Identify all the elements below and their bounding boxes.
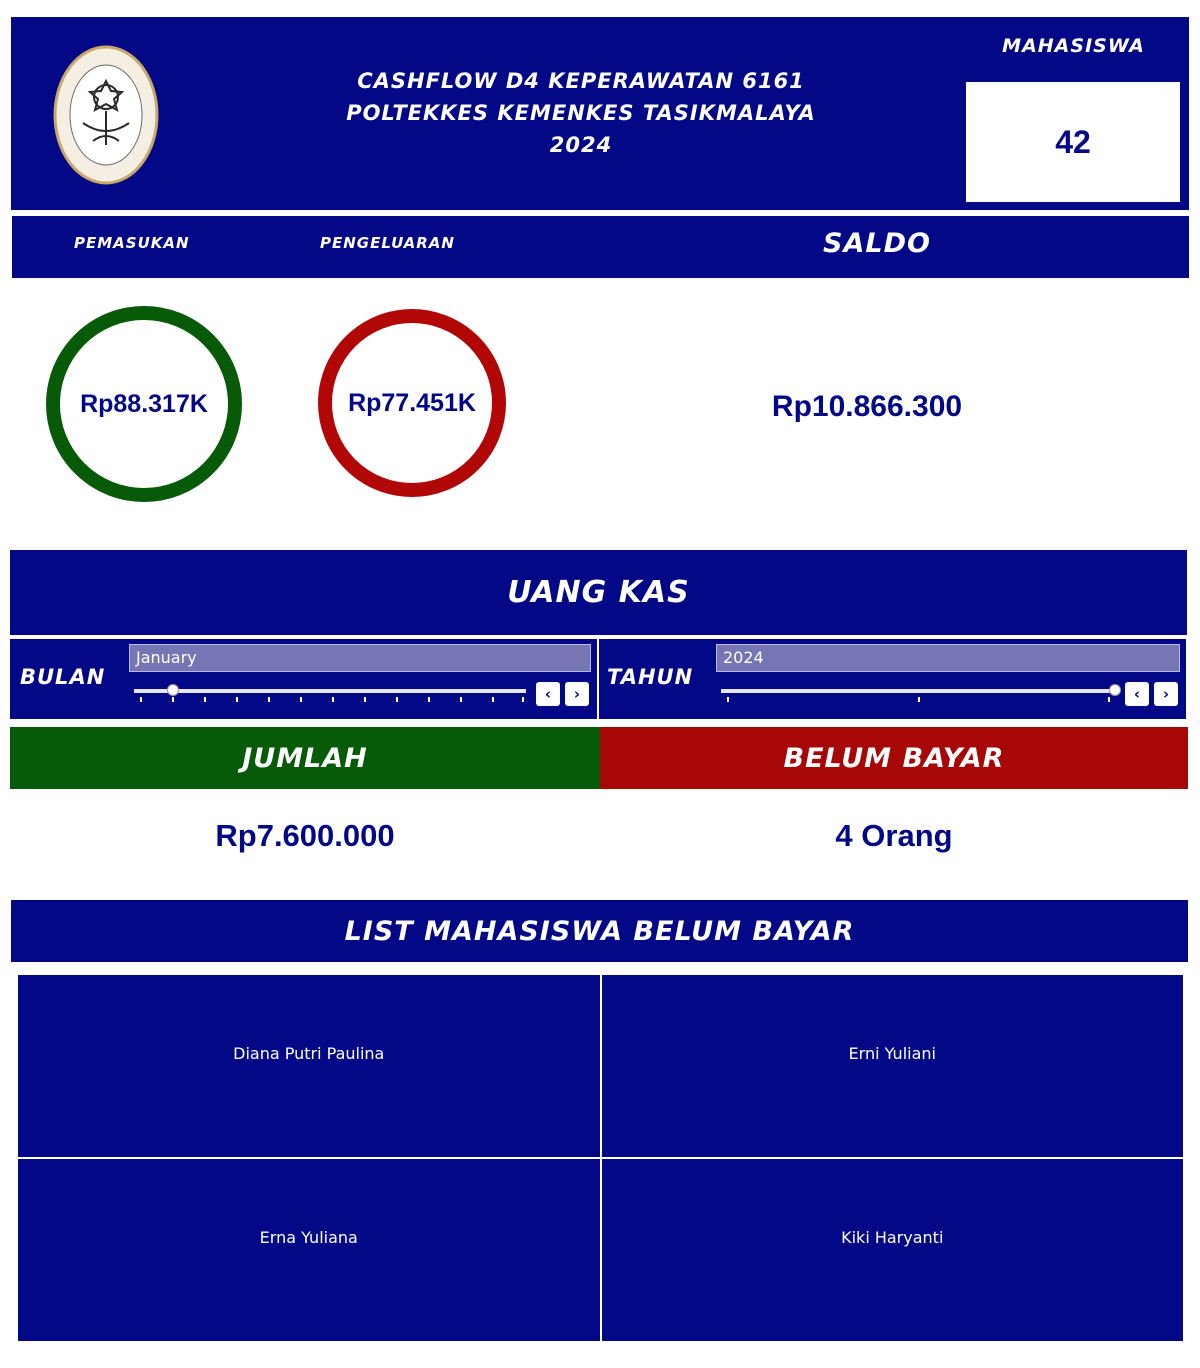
tahun-slider-track[interactable] bbox=[721, 689, 1115, 693]
list-title: LIST MAHASISWA BELUM BAYAR bbox=[344, 915, 855, 947]
tahun-tick bbox=[1108, 697, 1110, 702]
bulan-tick bbox=[332, 697, 334, 702]
bulan-next-button[interactable] bbox=[565, 682, 589, 706]
dashboard-title-line3: 2024 bbox=[549, 133, 613, 157]
belum-bayar-header bbox=[600, 727, 1188, 789]
belum-bayar-label: BELUM BAYAR bbox=[783, 742, 1005, 774]
pengeluaran-value: Rp77.451K bbox=[348, 388, 476, 417]
tahun-label: TAHUN bbox=[607, 665, 694, 689]
saldo-value: Rp10.866.300 bbox=[771, 390, 963, 423]
summary-header-bar bbox=[12, 216, 1189, 278]
bulan-label: BULAN bbox=[20, 665, 106, 689]
bulan-tick bbox=[396, 697, 398, 702]
dashboard-title-line2: POLTEKKES KEMENKES TASIKMALAYA bbox=[346, 101, 816, 125]
bulan-tick bbox=[460, 697, 462, 702]
bulan-select[interactable]: January bbox=[129, 644, 591, 672]
list-item[interactable] bbox=[602, 1159, 1184, 1341]
pemasukan-label: PEMASUKAN bbox=[74, 234, 190, 252]
list-item[interactable] bbox=[602, 975, 1184, 1157]
student-name: Kiki Haryanti bbox=[841, 1227, 944, 1247]
bulan-tick bbox=[268, 697, 270, 702]
tahun-next-button[interactable] bbox=[1154, 682, 1178, 706]
bulan-tick bbox=[428, 697, 430, 702]
student-name: Erni Yuliani bbox=[848, 1043, 936, 1063]
jumlah-value: Rp7.600.000 bbox=[215, 818, 395, 853]
bulan-tick bbox=[300, 697, 302, 702]
bulan-tick bbox=[140, 697, 142, 702]
student-grid bbox=[18, 975, 1183, 1341]
bulan-prev-button[interactable] bbox=[536, 682, 560, 706]
tahun-slider-handle[interactable] bbox=[1109, 684, 1121, 696]
header-banner bbox=[11, 17, 1189, 210]
student-name: Erna Yuliana bbox=[259, 1227, 358, 1247]
pemasukan-ring[interactable] bbox=[46, 306, 242, 502]
pengeluaran-ring[interactable] bbox=[318, 309, 506, 497]
bulan-slider-track[interactable] bbox=[134, 689, 526, 693]
chevron-right-icon: › bbox=[1162, 685, 1170, 703]
dashboard-title-line1: CASHFLOW D4 KEPERAWATAN 6161 bbox=[357, 69, 805, 93]
uang-kas-title bbox=[10, 550, 1187, 635]
bulan-slider-handle[interactable] bbox=[167, 684, 179, 696]
filter-panel bbox=[10, 639, 1186, 719]
pengeluaran-label: PENGELUARAN bbox=[320, 234, 455, 252]
mahasiswa-count: 42 bbox=[964, 80, 1182, 204]
tahun-prev-button[interactable] bbox=[1125, 682, 1149, 706]
bulan-tick bbox=[522, 697, 524, 702]
kemenkes-logo bbox=[53, 45, 159, 185]
jumlah-header bbox=[10, 727, 600, 789]
tahun-select[interactable]: 2024 bbox=[716, 644, 1180, 672]
uang-kas-title-text: UANG KAS bbox=[507, 575, 690, 610]
mahasiswa-label: MAHASISWA bbox=[1002, 35, 1145, 57]
filter-divider bbox=[597, 639, 599, 719]
chevron-left-icon: ‹ bbox=[1133, 685, 1141, 703]
jumlah-label: JUMLAH bbox=[242, 742, 368, 774]
list-item[interactable] bbox=[18, 975, 600, 1157]
chevron-left-icon: ‹ bbox=[544, 685, 552, 703]
student-name: Diana Putri Paulina bbox=[233, 1043, 385, 1063]
pemasukan-value: Rp88.317K bbox=[80, 389, 208, 418]
belum-bayar-value: 4 Orang bbox=[835, 818, 953, 853]
bulan-tick bbox=[172, 697, 174, 702]
chevron-right-icon: › bbox=[573, 685, 581, 703]
bulan-tick bbox=[492, 697, 494, 702]
list-item[interactable] bbox=[18, 1159, 600, 1341]
tahun-tick bbox=[918, 697, 920, 702]
bulan-tick bbox=[236, 697, 238, 702]
list-title-bar bbox=[11, 900, 1188, 962]
saldo-label: SALDO bbox=[823, 228, 931, 259]
bulan-tick bbox=[364, 697, 366, 702]
tahun-tick bbox=[727, 697, 729, 702]
bulan-tick bbox=[204, 697, 206, 702]
